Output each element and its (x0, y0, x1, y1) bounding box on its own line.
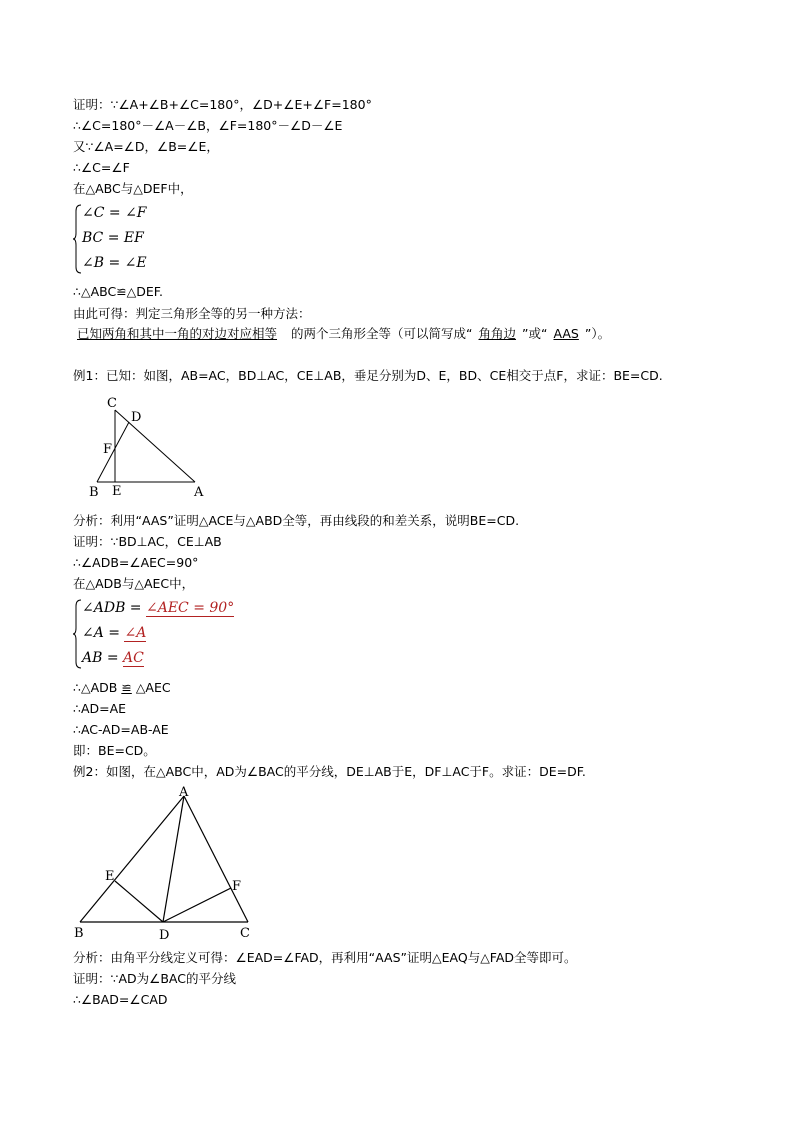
proof-line4-blank: ≌ (121, 680, 132, 695)
example1-system-row2 (82, 625, 146, 641)
example2-proof-line1: 证明：∵AD为∠BAC的平分线 (73, 971, 236, 986)
fig1-label-b: B (89, 485, 99, 500)
example1-proof-line1: 证明：∵BD⊥AC，CE⊥AB (73, 534, 222, 549)
fig1-label-d: D (131, 410, 142, 425)
system-row1-answer: ∠AEC = 90° (145, 600, 235, 616)
conclusion-statement (73, 325, 610, 343)
system-row3-left: AB = (82, 650, 124, 666)
example1-system-row3 (82, 650, 144, 666)
example1-figure (85, 392, 215, 502)
proof1-line3: 又∵∠A=∠D，∠B=∠E， (73, 139, 219, 154)
proof1-line2: ∴∠C=180°－∠A－∠B，∠F=180°－∠D－∠E (73, 118, 343, 133)
system-row2-left: ∠A = (82, 625, 125, 641)
system-row3-answer: AC (123, 650, 144, 666)
proof-line4-part1: ∴△ADB (73, 680, 118, 695)
system-row1-left: ∠ADB = (82, 600, 146, 616)
conclusion-intro: 由此可得：判定三角形全等的另一种方法： (73, 306, 311, 321)
conclusion-mid2: ”或“ (522, 326, 548, 341)
fig2-label-b: B (74, 926, 84, 941)
system-row2-answer: ∠A (124, 625, 147, 641)
proof1-line1: 证明：∵∠A+∠B+∠C=180°，∠D+∠E+∠F=180° (73, 97, 372, 112)
example2-analysis: 分析：由角平分线定义可得：∠EAD=∠FAD，再利用“AAS”证明△EAQ与△FAD全等即可。 (73, 950, 577, 965)
proof1-line6: ∴△ABC≌△DEF. (73, 284, 163, 299)
fig2-label-f: F (232, 879, 242, 894)
example1-title: 例1：已知：如图，AB=AC，BD⊥AC，CE⊥AB，垂足分别为D、E，BD、CE相交于点F，求证：BE=CD. (73, 368, 663, 383)
example1-proof-line2: ∴∠ADB=∠AEC=90° (73, 555, 199, 570)
fig2-label-a: A (179, 785, 189, 800)
example1-system-row1 (82, 600, 234, 616)
conclusion-mid: 的两个三角形全等（可以简写成“ (291, 326, 473, 341)
example2-figure (70, 782, 270, 942)
fig1-label-a: A (194, 485, 204, 500)
proof1-line5: 在△ABC与△DEF中， (73, 181, 193, 196)
proof1-system-row3: ∠B = ∠E (82, 255, 147, 271)
proof1-system-row2: BC = EF (82, 230, 144, 246)
proof1-line4: ∴∠C=∠F (73, 160, 130, 175)
fig2-label-c: C (240, 926, 250, 941)
example1-analysis: 分析：利用“AAS”证明△ACE与△ABD全等，再由线段的和差关系，说明BE=CD. (73, 513, 520, 528)
example1-proof-line4 (73, 679, 171, 697)
example1-proof-line5: ∴AD=AE (73, 701, 127, 716)
example1-system (73, 598, 293, 670)
example1-proof-line3: 在△ADB与△AEC中， (73, 576, 195, 591)
fig1-label-f: F (103, 442, 113, 457)
proof-line4-part2: △AEC (135, 680, 171, 695)
proof1-system-row1: ∠C = ∠F (82, 205, 147, 221)
example1-proof-line7: 即：BE=CD。 (73, 743, 156, 758)
example1-proof-line6: ∴AC-AD=AB-AE (73, 722, 169, 737)
fig2-label-d: D (159, 928, 170, 942)
example2-title: 例2：如图，在△ABC中，AD为∠BAC的平分线，DE⊥AB于E，DF⊥AC于F。求证：DE=DF. (73, 764, 586, 779)
conclusion-blank1: 已知两角和其中一角的对边对应相等 (77, 326, 278, 341)
fig1-label-c: C (107, 396, 117, 411)
conclusion-blank3: AAS (553, 326, 579, 341)
fig2-label-e: E (105, 869, 115, 884)
fig1-label-e: E (112, 484, 122, 499)
conclusion-blank2: 角角边 (478, 326, 517, 341)
proof1-system (73, 203, 273, 275)
conclusion-end: ”）。 (584, 326, 611, 341)
example2-proof-line2: ∴∠BAD=∠CAD (73, 992, 168, 1007)
